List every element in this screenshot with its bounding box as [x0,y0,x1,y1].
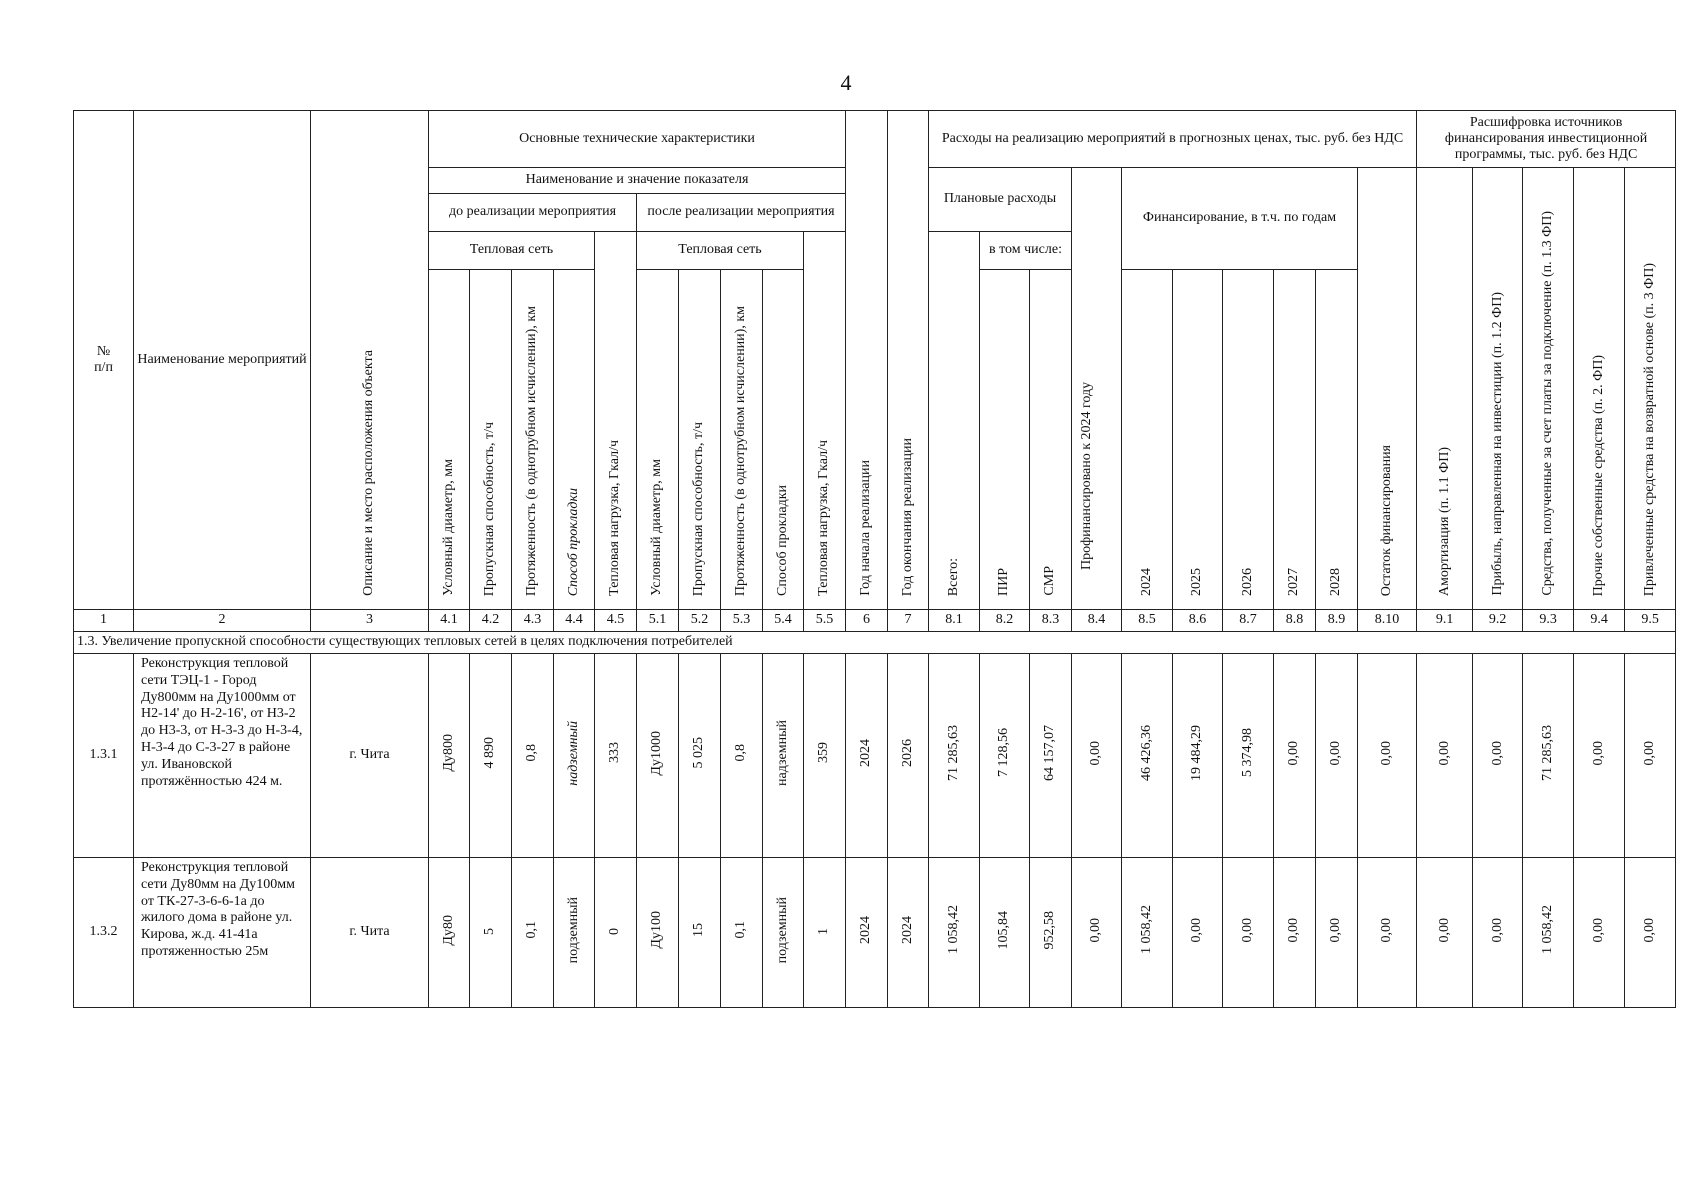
column-numbers-row [74,610,1676,632]
cell-prefinanced: 0,00 [1072,654,1122,858]
cell-before-laying: надземный [554,654,595,858]
cell-before-capacity: 4 890 [470,654,512,858]
cell-before-length: 0,8 [512,654,554,858]
header-before-capacity: Пропускная способность, т/ч [470,270,512,610]
cell-2027: 0,00 [1274,654,1316,858]
header-before-laying: Способ прокладки [554,270,595,610]
cell-before-diameter: Ду80 [429,858,470,1008]
header-year-2024: 2024 [1122,270,1173,610]
cell-before-load: 333 [595,654,637,858]
header-tech-group: Основные технические характеристики [429,111,846,168]
cell-year-start: 2024 [846,654,888,858]
header-network-after: Тепловая сеть [637,232,804,270]
column-number: 8.10 [1358,610,1417,632]
column-number: 8.6 [1173,610,1223,632]
cell-after-load: 359 [804,654,846,858]
cell-amort: 0,00 [1417,654,1473,858]
column-number: 9.2 [1473,610,1523,632]
header-costs-group: Расходы на реализацию мероприятий в прогнозных ценах, тыс. руб. без НДС [929,111,1417,168]
cell-2025: 19 484,29 [1173,654,1223,858]
cell-2025: 0,00 [1173,858,1223,1008]
page-number: 4 [840,70,852,95]
column-number: 9.4 [1574,610,1625,632]
cell-total: 71 285,63 [929,654,980,858]
cell-after-capacity: 5 025 [679,654,721,858]
cell-other-own: 0,00 [1574,654,1625,858]
cell-2026: 0,00 [1223,858,1274,1008]
cell-amort: 0,00 [1417,858,1473,1008]
row-name: Реконструкция тепловой сети ТЭЦ-1 - Город Ду800мм на Ду1000мм от Н2-14' до Н-2-16', от Н3-2 до Н3-3, от Н-3-3 до Н-3-4, Н-3-4 до С-3-27 в районе ул. Ивановской протяжённостью 424 м. [134,654,311,858]
column-number: 8.9 [1316,610,1358,632]
column-number: 9.3 [1523,610,1574,632]
cell-2028: 0,00 [1316,858,1358,1008]
column-number: 8.2 [980,610,1030,632]
cell-before-load: 0 [595,858,637,1008]
table-row [74,858,1676,1008]
header-after: после реализации мероприятия [637,194,846,232]
header-including: в том числе: [980,232,1072,270]
cell-2026: 5 374,98 [1223,654,1274,858]
cell-before-capacity: 5 [470,858,512,1008]
header-total: Всего: [929,232,980,610]
header-year-2026: 2026 [1223,270,1274,610]
row-location: г. Чита [311,858,429,1008]
header-year-2027: 2027 [1274,270,1316,610]
column-number: 5.1 [637,610,679,632]
header-year-start: Год начала реализации [846,111,888,610]
cell-smr: 64 157,07 [1030,654,1072,858]
header-profit: Прибыль, направленная на инвестиции (п. 1.2 ФП) [1473,168,1523,610]
cell-after-laying: надземный [763,654,804,858]
header-before-load: Тепловая нагрузка, Гкал/ч [595,232,637,610]
cell-after-length: 0,1 [721,858,763,1008]
header-borrowed: Привлеченные средства на возвратной основе (п. 3 ФП) [1625,168,1676,610]
cell-2024: 46 426,36 [1122,654,1173,858]
header-connection: Средства, полученные за счет платы за подключение (п. 1.3 ФП) [1523,168,1574,610]
header-location: Описание и место расположения объекта [311,111,429,610]
cell-after-laying: подземный [763,858,804,1008]
header-indicator: Наименование и значение показателя [429,168,846,194]
cell-pir: 105,84 [980,858,1030,1008]
header-before-diameter: Условный диаметр, мм [429,270,470,610]
cell-after-load: 1 [804,858,846,1008]
header-after-capacity: Пропускная способность, т/ч [679,270,721,610]
column-number: 9.5 [1625,610,1676,632]
row-num: 1.3.2 [74,858,134,1008]
cell-after-diameter: Ду100 [637,858,679,1008]
column-number: 7 [888,610,929,632]
column-number: 8.7 [1223,610,1274,632]
cell-year-start: 2024 [846,858,888,1008]
row-name: Реконструкция тепловой сети Ду80мм на Ду100мм от ТК-27-3-6-6-1а до жилого дома в районе ул. Кирова, ж.д. 41-41а протяженностью 25м [134,858,311,1008]
column-number: 2 [134,610,311,632]
cell-other-own: 0,00 [1574,858,1625,1008]
section-title: 1.3. Увеличение пропускной способности существующих тепловых сетей в целях подключения потребителей [74,632,1676,654]
cell-connection: 1 058,42 [1523,858,1574,1008]
column-number: 4.4 [554,610,595,632]
column-number: 5.3 [721,610,763,632]
cell-2027: 0,00 [1274,858,1316,1008]
cell-2028: 0,00 [1316,654,1358,858]
header-num: № п/п [74,111,134,610]
cell-year-end: 2024 [888,858,929,1008]
column-number: 4.2 [470,610,512,632]
cell-before-length: 0,1 [512,858,554,1008]
cell-before-laying: подземный [554,858,595,1008]
cell-connection: 71 285,63 [1523,654,1574,858]
header-pir: ПИР [980,270,1030,610]
column-number: 4.3 [512,610,554,632]
column-number: 8.3 [1030,610,1072,632]
cell-prefinanced: 0,00 [1072,858,1122,1008]
row-location: г. Чита [311,654,429,858]
column-number: 8.5 [1122,610,1173,632]
header-amort: Амортизация (п. 1.1 ФП) [1417,168,1473,610]
header-year-2028: 2028 [1316,270,1358,610]
cell-2024: 1 058,42 [1122,858,1173,1008]
header-prefinanced: Профинансировано к 2024 году [1072,168,1122,610]
column-number: 8.8 [1274,610,1316,632]
column-number: 3 [311,610,429,632]
cell-pir: 7 128,56 [980,654,1030,858]
header-before: до реализации мероприятия [429,194,637,232]
cell-total: 1 058,42 [929,858,980,1008]
cell-borrowed: 0,00 [1625,858,1676,1008]
header-year-2025: 2025 [1173,270,1223,610]
cell-year-end: 2026 [888,654,929,858]
header-after-diameter: Условный диаметр, мм [637,270,679,610]
column-number: 1 [74,610,134,632]
column-number: 5.5 [804,610,846,632]
header-after-length: Протяженность (в однотрубном исчислении), км [721,270,763,610]
cell-before-diameter: Ду800 [429,654,470,858]
header-remaining: Остаток финансирования [1358,168,1417,610]
column-number: 6 [846,610,888,632]
investment-table [73,110,1676,1008]
cell-profit: 0,00 [1473,654,1523,858]
cell-smr: 952,58 [1030,858,1072,1008]
row-num: 1.3.1 [74,654,134,858]
column-number: 4.5 [595,610,637,632]
column-number: 5.2 [679,610,721,632]
cell-remaining: 0,00 [1358,858,1417,1008]
column-number: 8.4 [1072,610,1122,632]
header-sources-group: Расшифровка источников финансирования инвестиционной программы, тыс. руб. без НДС [1417,111,1676,168]
header-other-own: Прочие собственные средства (п. 2. ФП) [1574,168,1625,610]
cell-after-length: 0,8 [721,654,763,858]
column-number: 4.1 [429,610,470,632]
column-number: 8.1 [929,610,980,632]
cell-after-capacity: 15 [679,858,721,1008]
header-year-end: Год окончания реализации [888,111,929,610]
cell-remaining: 0,00 [1358,654,1417,858]
cell-profit: 0,00 [1473,858,1523,1008]
header-planned: Плановые расходы [929,168,1072,232]
column-number: 5.4 [763,610,804,632]
header-after-laying: Способ прокладки [763,270,804,610]
header-after-load: Тепловая нагрузка, Гкал/ч [804,232,846,610]
column-number: 9.1 [1417,610,1473,632]
header-before-length: Протяженность (в однотрубном исчислении), км [512,270,554,610]
cell-borrowed: 0,00 [1625,654,1676,858]
table-row [74,654,1676,858]
header-financing: Финансирование, в т.ч. по годам [1122,168,1358,270]
header-smr: СМР [1030,270,1072,610]
header-name: Наименование мероприятий [134,111,311,610]
header-network-before: Тепловая сеть [429,232,595,270]
cell-after-diameter: Ду1000 [637,654,679,858]
